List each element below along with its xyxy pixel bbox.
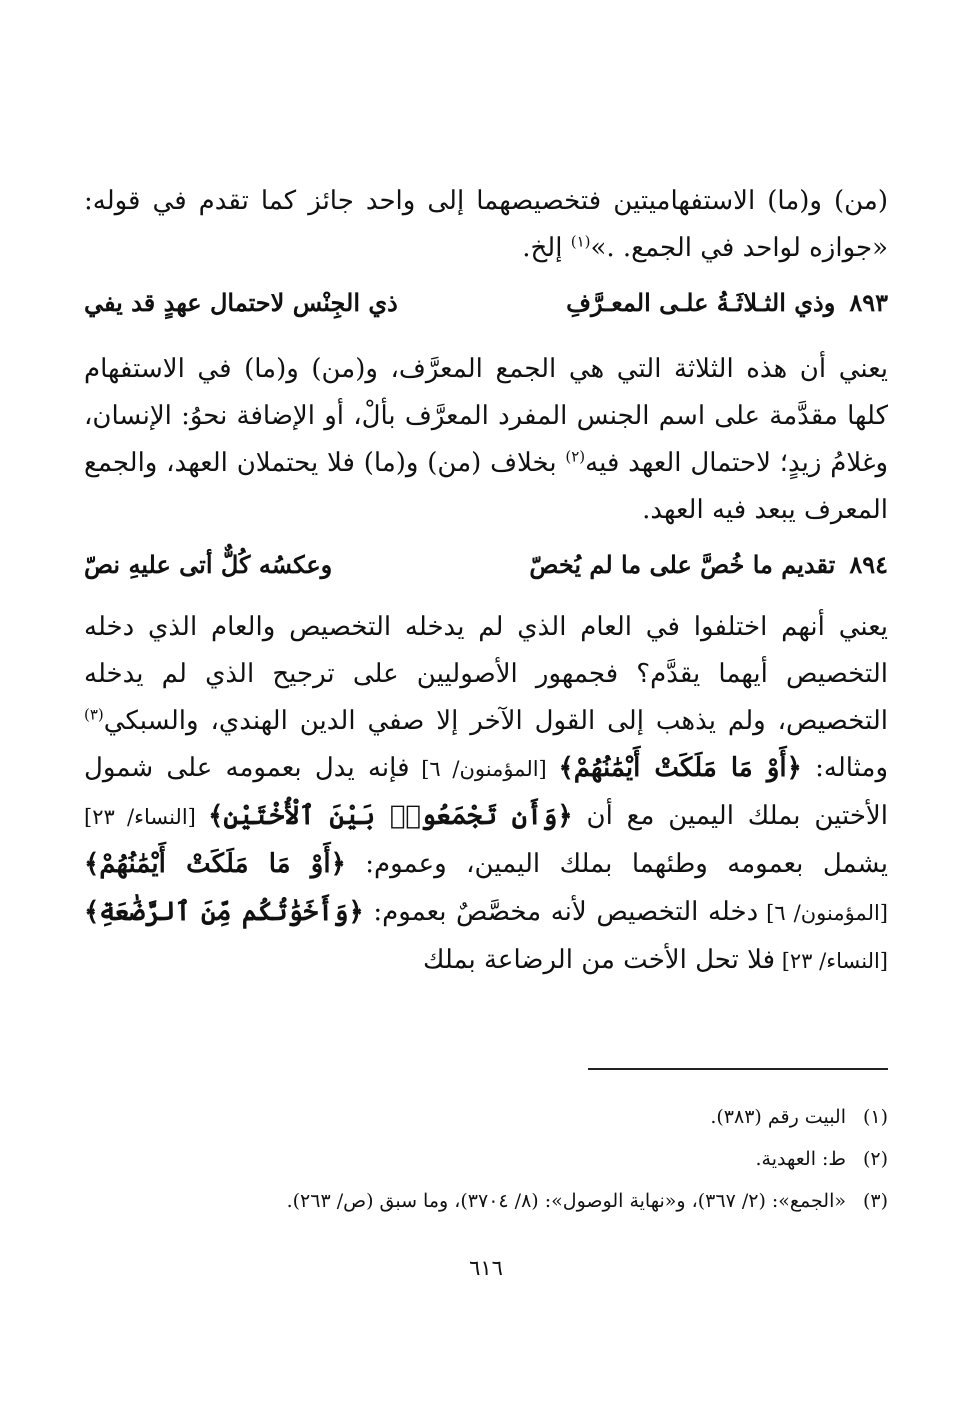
verse-first-hemistich: تقديم ما خُصَّ على ما لم يُخصّ [529, 549, 836, 579]
paragraph-text [84, 346, 888, 534]
quran-reference: [المؤمنون/ ٦] [409, 757, 559, 781]
footnote-1 [84, 1096, 888, 1138]
paragraph-text [84, 604, 888, 985]
text-run: (من) و(ما) الاستفهاميتين فتخصيصهما إلى واحد جائز كما تقدم في قوله: «جوازه لواحد في الجمع. .» [84, 186, 888, 263]
text-run: يعني أنهم اختلفوا في العام الذي لم يدخله التخصيص والعام الذي دخله التخصيص أيهما يقدَّم؟ فجمهور الأصوليين على ترجيح الذي لم يدخله التخصيص، ولم يذهب إلى القول الآخر إلا صفي الدين الهندي، والسبكي [84, 612, 888, 736]
text-run: دخله التخصيص لأنه مخصَّصٌ بعموم: [363, 897, 759, 927]
page-number: ٦١٦ [469, 1256, 503, 1280]
text-run: بخلاف (من) و(ما) فلا يحتملان العهد، والجمع المعرف يبعد فيه العهد. [84, 448, 888, 525]
quran-quote: ﴿أَوْ مَا مَلَكَتْ أَيْمَٰنُهُمْ﴾ [84, 849, 346, 879]
verse-number: ٨٩٣ [849, 287, 888, 317]
quran-reference: [النساء/ ٢٣] [775, 949, 888, 973]
verse-first-hemistich: وذي الثـلاثَـةُ علـى المعـرَّفِ [566, 287, 836, 317]
text-run: يعني أن هذه الثلاثة التي هي الجمع المعرَّف، و(من) و(ما) في الاستفهام كلها مقدَّمة على اسم الجنس المفرد المعرَّف بألْ، أو الإضافة نحوُ: الإنسان، وغلامُ زيدٍ؛ لاحتمال العهد فيه [84, 354, 888, 478]
quran-quote: ﴿وَأَن تَجْمَعُوا۟ بَيْنَ ٱلْأُخْتَيْنِ﴾ [208, 801, 573, 831]
text-run: إلخ. [522, 233, 571, 263]
verse-second-hemistich: ذي الجِنْس لاحتمال عهدٍ قد يفي [84, 287, 398, 317]
footnote-number: (١) [862, 1106, 888, 1128]
verse-second-hemistich: وعكسُه كُلٌّ أتى عليهِ نصّ [84, 549, 333, 579]
text-run: فلا تحل الأخت من الرضاعة بملك [422, 945, 776, 975]
footnotes [84, 1096, 888, 1222]
text-run: يشمل بعمومه وطئهما بملك اليمين، وعموم: [345, 849, 888, 879]
quran-reference: [المؤمنون/ ٦] [758, 901, 888, 925]
footnote-text: «الجمع»: (٢/ ٣٦٧)، و«نهاية الوصول»: (٨/ ٣٧٠٤)، وما سبق (ص/ ٢٦٣). [286, 1190, 846, 1212]
footnote-text: البيت رقم (٣٨٣). [710, 1106, 846, 1128]
footnote-number: (٢) [862, 1148, 888, 1170]
verse-894 [84, 542, 888, 586]
footnote-text: ط: العهدية. [755, 1148, 846, 1170]
text-run: ومثاله: [801, 753, 889, 783]
footnote-number: (٣) [862, 1190, 888, 1212]
footnote-3 [84, 1180, 888, 1222]
quran-quote: ﴿أَوْ مَا مَلَكَتْ أَيْمَٰنُهُمْ﴾ [558, 753, 802, 783]
verse-893 [84, 280, 888, 324]
footnote-separator [588, 1068, 888, 1070]
paragraph-text [84, 178, 888, 272]
paragraph-explanation-894 [84, 604, 888, 985]
footnote-ref-2[interactable]: (٢) [565, 447, 586, 466]
paragraph-explanation-893 [84, 346, 888, 534]
footnote-ref-1[interactable]: (١) [570, 232, 591, 251]
text-run: فإنه يدل بعمومه على شمول الأختين بملك اليمين مع أن [84, 753, 888, 831]
footnote-2 [84, 1138, 888, 1180]
verse-number: ٨٩٤ [849, 549, 888, 579]
footnote-ref-3[interactable]: (٣) [84, 705, 104, 724]
paragraph-intro [84, 178, 888, 272]
quran-quote: ﴿وَأَخَوَٰتُكُم مِّنَ ٱلرَّضَٰعَةِ﴾ [84, 897, 364, 927]
quran-reference: [النساء/ ٢٣] [84, 805, 209, 829]
